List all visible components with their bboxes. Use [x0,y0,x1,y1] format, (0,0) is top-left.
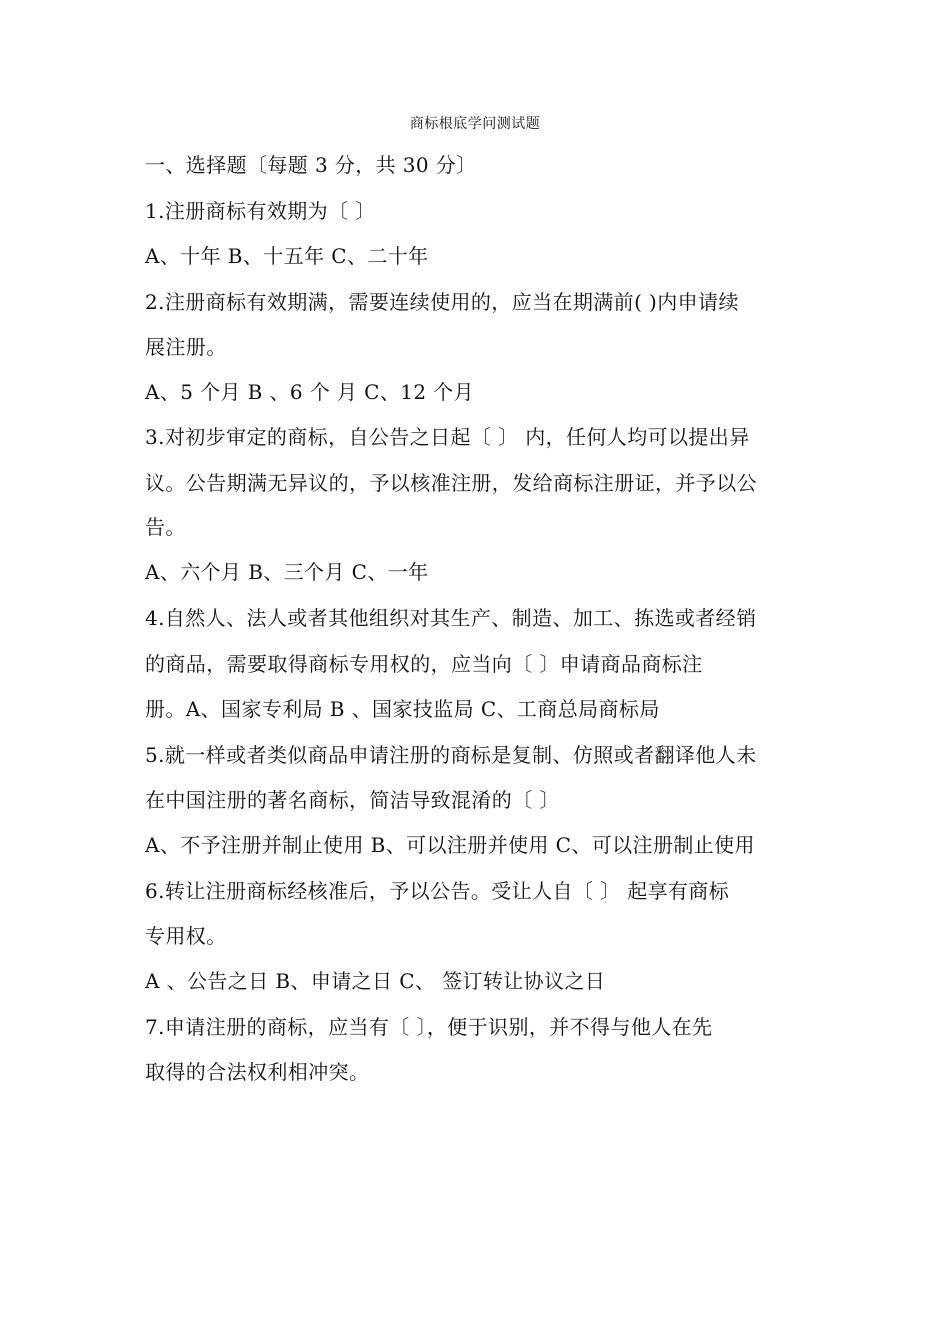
question-3-cont: 告。 [145,515,186,539]
question-7-cont: 取得的合法权利相冲突。 [145,1060,370,1084]
question-1: 1.注册商标有效期为〔 〕 [145,199,376,223]
question-3: 3.对初步审定的商标，自公告之日起〔 〕 内，任何人均可以提出异 [145,425,750,449]
question-4-cont: 的商品，需要取得商标专用权的，应当向〔 〕申请商品商标注 [145,652,703,676]
question-2: 2.注册商标有效期满，需要连续使用的，应当在期满前( )内申请续 [145,290,739,314]
question-4-options: 册。A、国家专利局 B 、国家技监局 C、工商总局商标局 [145,697,660,721]
question-3-options: A、六个月 B、三个月 C、一年 [145,560,429,584]
question-6: 6.转让注册商标经核准后，予以公告。受让人自〔 〕 起享有商标 [145,879,730,903]
question-6-options: A 、公告之日 B、申请之日 C、 签订转让协议之日 [145,969,606,993]
question-1-options: A、十年 B、十五年 C、二十年 [145,244,429,268]
question-5-options: A、不予注册并制止使用 B、可以注册并使用 C、可以注册制止使用 [145,833,755,857]
section-heading: 一、选择题〔每题 3 分，共 30 分〕 [145,153,477,177]
question-2-cont: 展注册。 [145,335,227,359]
question-5-cont: 在中国注册的著名商标，简洁导致混淆的〔 〕 [145,788,560,812]
question-3-cont: 议。公告期满无异议的，予以核准注册，发给商标注册证，并予以公 [145,471,757,495]
question-2-options: A、5 个月 B 、6 个 月 C、12 个月 [145,380,475,404]
question-7: 7.申请注册的商标，应当有〔 〕，便于识别，并不得与他人在先 [145,1015,713,1039]
question-5: 5.就一样或者类似商品申请注册的商标是复制、仿照或者翻译他人未 [145,743,757,767]
document-title: 商标根底学问测试题 [409,116,541,132]
question-4: 4.自然人、法人或者其他组织对其生产、制造、加工、拣选或者经销 [145,606,757,630]
question-6-cont: 专用权。 [145,924,227,948]
